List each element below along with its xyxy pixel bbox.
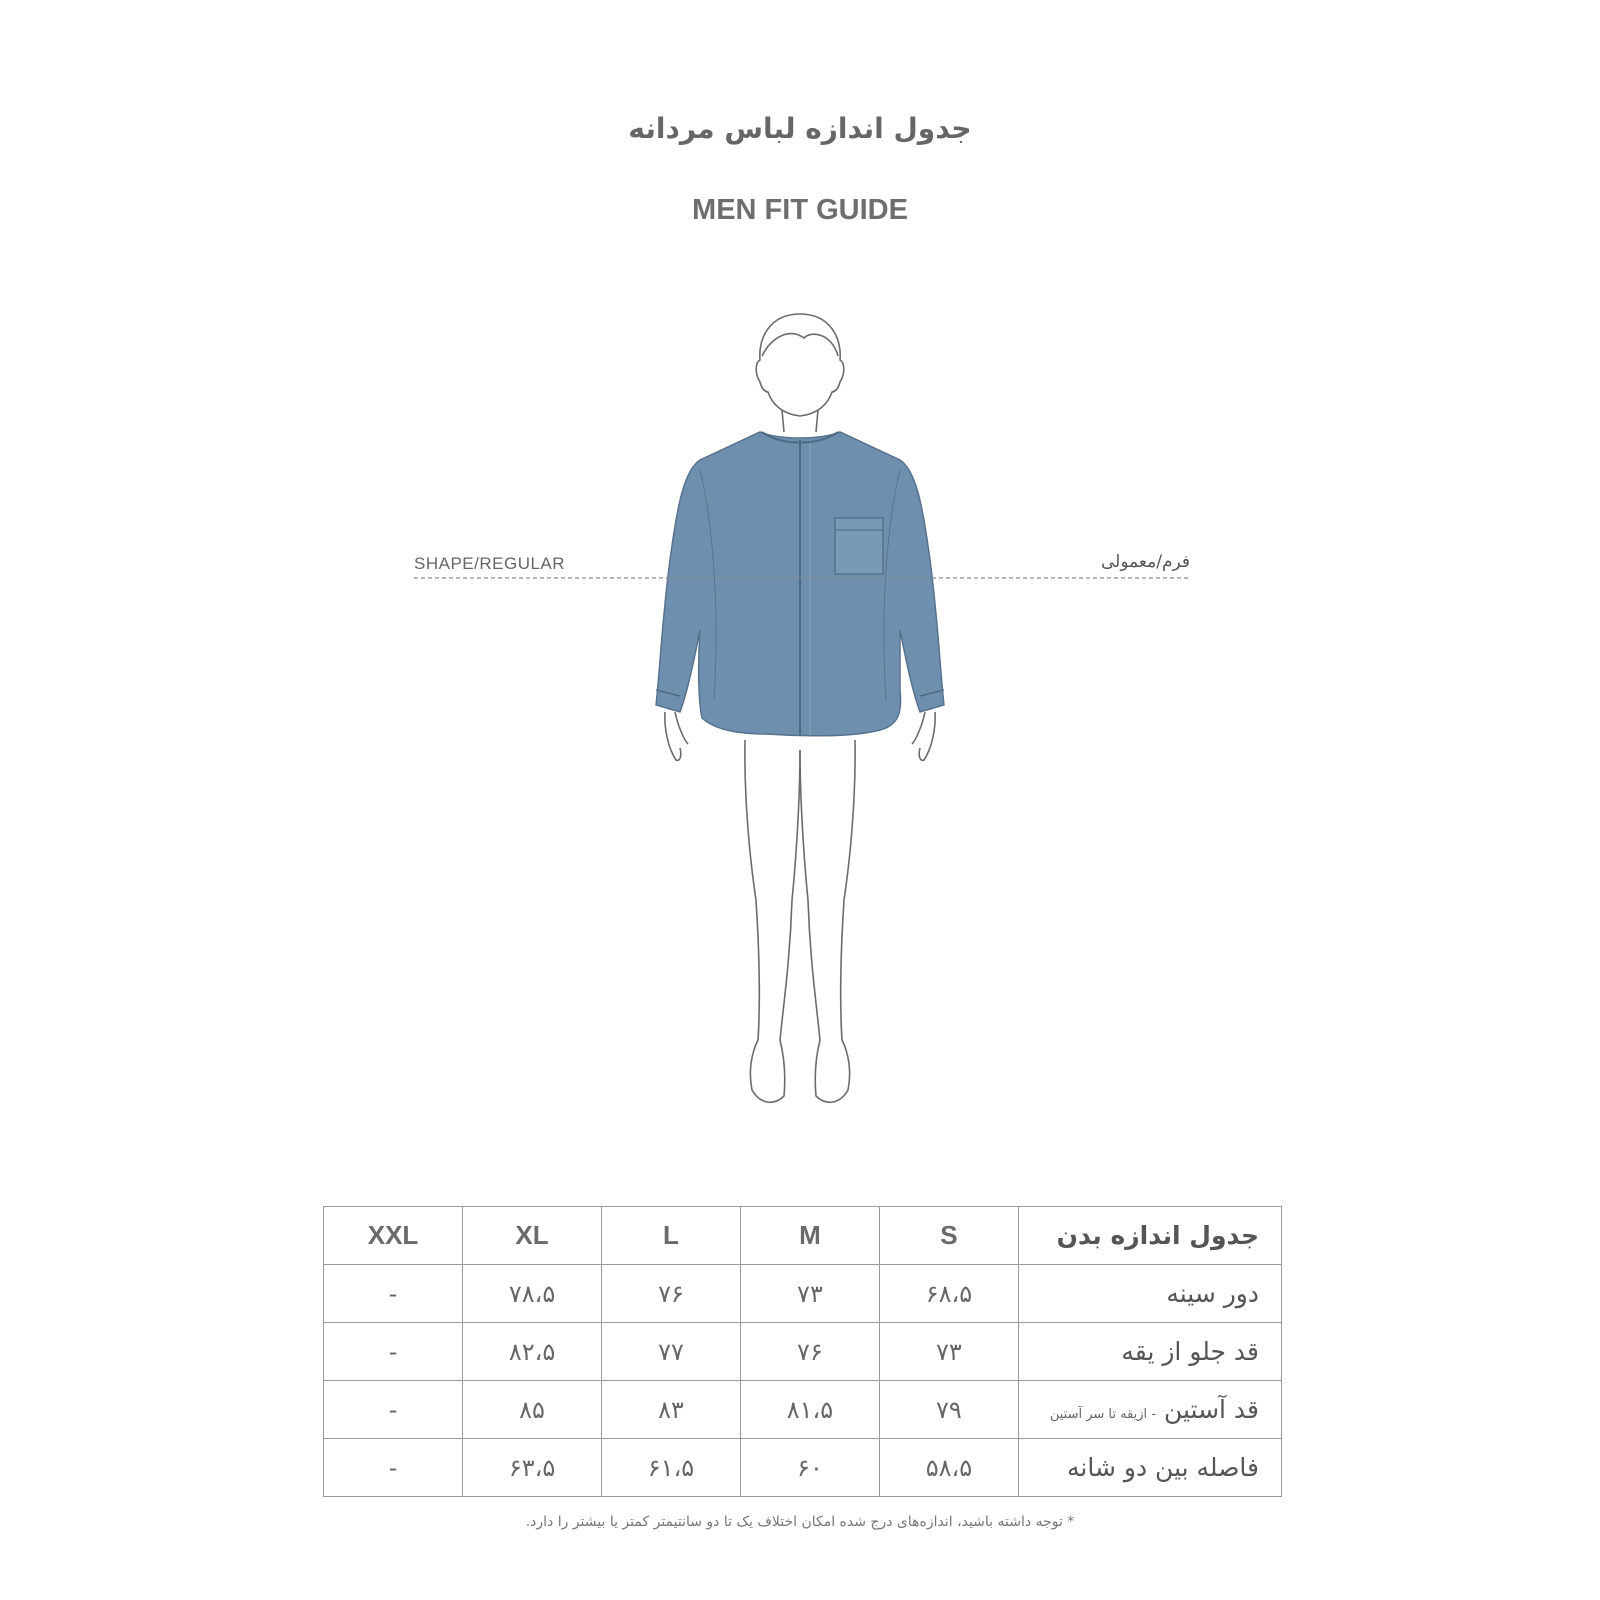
table-cell: ۷۷ (602, 1323, 741, 1381)
table-cell: ۶۱،۵ (602, 1439, 741, 1497)
size-header-m: M (740, 1207, 879, 1265)
table-cell: ۸۵ (463, 1381, 602, 1439)
table-cell: ۵۸،۵ (879, 1439, 1018, 1497)
table-cell: - (324, 1439, 463, 1497)
size-table-header (324, 1207, 1282, 1265)
table-cell: ۷۸،۵ (463, 1265, 602, 1323)
table-cell: ۸۱،۵ (740, 1381, 879, 1439)
size-header-s: S (879, 1207, 1018, 1265)
page-title-fa: جدول اندازه لباس مردانه (628, 112, 972, 145)
table-row (324, 1265, 1282, 1323)
size-header-xxl: XXL (324, 1207, 463, 1265)
denim-shirt (656, 432, 944, 736)
size-table (323, 1206, 1282, 1497)
shape-label-fa: فرم/معمولی (1100, 552, 1190, 572)
table-cell: ۶۳،۵ (463, 1439, 602, 1497)
table-row (324, 1381, 1282, 1439)
table-cell: ۶۰ (740, 1439, 879, 1497)
size-table-corner-label: جدول اندازه بدن (1018, 1207, 1281, 1265)
page-title-en: MEN FIT GUIDE (692, 194, 908, 226)
row-label-shoulder-width: فاصله بین دو شانه (1018, 1439, 1281, 1497)
table-cell: - (324, 1323, 463, 1381)
row-label-chest: دور سینه (1018, 1265, 1281, 1323)
disclaimer-note: * توجه داشته باشید، اندازه‌های درج شده امکان اختلاف یک تا دو سانتیمتر کمتر یا بیشتر را دارد. (525, 1514, 1075, 1530)
table-row (324, 1323, 1282, 1381)
size-header-xl: XL (463, 1207, 602, 1265)
row-label-sleeve-length: قد آستین - ازیقه تا سر آستین (1018, 1381, 1281, 1439)
size-header-l: L (602, 1207, 741, 1265)
shape-label-en: SHAPE/REGULAR (414, 554, 566, 573)
table-row (324, 1439, 1282, 1497)
row-sublabel: - ازیقه تا سر آستین (1049, 1407, 1156, 1422)
table-cell: ۸۳ (602, 1381, 741, 1439)
table-cell: ۷۹ (879, 1381, 1018, 1439)
table-cell: ۷۳ (740, 1265, 879, 1323)
table-cell: ۸۲،۵ (463, 1323, 602, 1381)
table-cell: ۷۶ (740, 1323, 879, 1381)
table-cell: - (324, 1381, 463, 1439)
row-label-front-length: قد جلو از یقه (1018, 1323, 1281, 1381)
table-cell: ۷۳ (879, 1323, 1018, 1381)
table-cell: - (324, 1265, 463, 1323)
table-cell: ۶۸،۵ (879, 1265, 1018, 1323)
table-cell: ۷۶ (602, 1265, 741, 1323)
